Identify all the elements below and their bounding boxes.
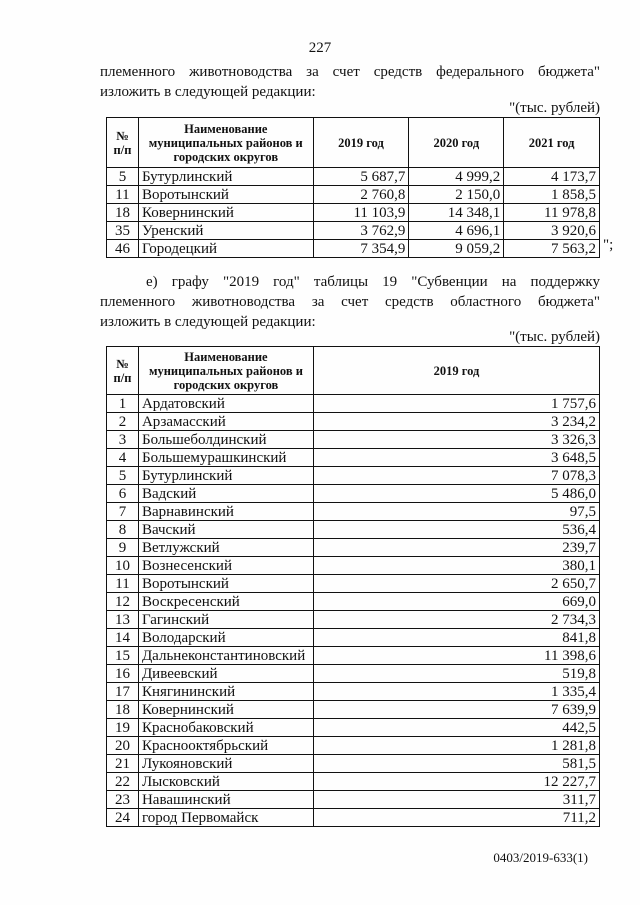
row-number: 7	[107, 503, 139, 521]
column-header: № п/п	[107, 118, 139, 168]
district-name: Арзамасский	[138, 413, 313, 431]
row-number: 19	[107, 719, 139, 737]
amount-cell: 7 354,9	[313, 240, 409, 258]
unit-label: "(тыс. рублей)	[509, 100, 600, 116]
page-number: 227	[308, 40, 332, 56]
amount-cell: 519,8	[313, 665, 599, 683]
table-row	[107, 755, 600, 773]
row-number: 18	[107, 701, 139, 719]
row-number: 23	[107, 791, 139, 809]
amount-cell: 1 858,5	[504, 186, 600, 204]
amount-cell: 5 486,0	[313, 485, 599, 503]
district-name: Бутурлинский	[138, 467, 313, 485]
district-name: Воротынский	[138, 186, 313, 204]
table-row	[107, 395, 600, 413]
amount-cell: 380,1	[313, 557, 599, 575]
district-name: Лукояновский	[138, 755, 313, 773]
table-row	[107, 575, 600, 593]
table-row	[107, 168, 600, 186]
table-row	[107, 701, 600, 719]
amount-cell: 536,4	[313, 521, 599, 539]
row-number: 20	[107, 737, 139, 755]
column-header: № п/п	[107, 347, 139, 395]
amount-cell: 3 234,2	[313, 413, 599, 431]
amount-cell: 4 173,7	[504, 168, 600, 186]
amount-cell: 841,8	[313, 629, 599, 647]
district-name: Вознесенский	[138, 557, 313, 575]
amount-cell: 7 639,9	[313, 701, 599, 719]
amount-cell: 669,0	[313, 593, 599, 611]
district-name: Володарский	[138, 629, 313, 647]
district-name: Краснобаковский	[138, 719, 313, 737]
column-header: Наименование муниципальных районов и городских округов	[138, 347, 313, 395]
amount-cell: 239,7	[313, 539, 599, 557]
district-name: город Первомайск	[138, 809, 313, 827]
paragraph-line: племенного животноводства за счет средств федерального бюджета"	[100, 64, 600, 80]
row-number: 18	[107, 204, 139, 222]
amount-cell: 12 227,7	[313, 773, 599, 791]
row-number: 1	[107, 395, 139, 413]
district-name: Навашинский	[138, 791, 313, 809]
amount-cell: 11 103,9	[313, 204, 409, 222]
district-name: Вадский	[138, 485, 313, 503]
table-row	[107, 809, 600, 827]
amount-cell: 11 978,8	[504, 204, 600, 222]
district-name: Гагинский	[138, 611, 313, 629]
row-number: 35	[107, 222, 139, 240]
table-row	[107, 503, 600, 521]
amount-cell: 3 648,5	[313, 449, 599, 467]
federal-budget-table	[106, 117, 600, 258]
amount-cell: 1 335,4	[313, 683, 599, 701]
table-row	[107, 791, 600, 809]
table-row	[107, 449, 600, 467]
district-name: Воротынский	[138, 575, 313, 593]
row-number: 10	[107, 557, 139, 575]
district-name: Княгининский	[138, 683, 313, 701]
district-name: Ветлужский	[138, 539, 313, 557]
unit-label: "(тыс. рублей)	[509, 329, 600, 345]
row-number: 4	[107, 449, 139, 467]
row-number: 12	[107, 593, 139, 611]
row-number: 22	[107, 773, 139, 791]
amendment-paragraph	[100, 272, 600, 332]
amount-cell: 7 563,2	[504, 240, 600, 258]
document-code: 0403/2019-633(1)	[493, 850, 588, 865]
row-number: 21	[107, 755, 139, 773]
row-number: 17	[107, 683, 139, 701]
row-number: 5	[107, 168, 139, 186]
amount-cell: 3 762,9	[313, 222, 409, 240]
amount-cell: 5 687,7	[313, 168, 409, 186]
table-row	[107, 737, 600, 755]
amount-cell: 2 734,3	[313, 611, 599, 629]
row-number: 5	[107, 467, 139, 485]
column-header: 2019 год	[313, 118, 409, 168]
table-row	[107, 773, 600, 791]
amount-cell: 3 920,6	[504, 222, 600, 240]
amount-cell: 9 059,2	[409, 240, 504, 258]
table-row	[107, 719, 600, 737]
paragraph-line: изложить в следующей редакции:	[100, 314, 316, 330]
amount-cell: 2 650,7	[313, 575, 599, 593]
amount-cell: 3 326,3	[313, 431, 599, 449]
table-row	[107, 665, 600, 683]
row-number: 11	[107, 575, 139, 593]
amount-cell: 2 150,0	[409, 186, 504, 204]
table-row	[107, 539, 600, 557]
table-row	[107, 222, 600, 240]
closing-quote: ";	[603, 237, 614, 253]
row-number: 3	[107, 431, 139, 449]
amount-cell: 97,5	[313, 503, 599, 521]
district-name: Лысковский	[138, 773, 313, 791]
table-row	[107, 629, 600, 647]
amount-cell: 4 696,1	[409, 222, 504, 240]
row-number: 6	[107, 485, 139, 503]
row-number: 24	[107, 809, 139, 827]
row-number: 46	[107, 240, 139, 258]
table-row	[107, 204, 600, 222]
district-name: Ковернинский	[138, 204, 313, 222]
row-number: 9	[107, 539, 139, 557]
district-name: Краснооктябрьский	[138, 737, 313, 755]
column-header: Наименование муниципальных районов и городских округов	[138, 118, 313, 168]
row-number: 2	[107, 413, 139, 431]
amount-cell: 14 348,1	[409, 204, 504, 222]
row-number: 16	[107, 665, 139, 683]
amount-cell: 442,5	[313, 719, 599, 737]
district-name: Варнавинский	[138, 503, 313, 521]
row-number: 14	[107, 629, 139, 647]
table-row	[107, 557, 600, 575]
row-number: 11	[107, 186, 139, 204]
paragraph-line: племенного животноводства за счет средств областного бюджета"	[100, 294, 600, 310]
table-row	[107, 647, 600, 665]
row-number: 13	[107, 611, 139, 629]
table-row	[107, 593, 600, 611]
amount-cell: 311,7	[313, 791, 599, 809]
table-row	[107, 683, 600, 701]
row-number: 8	[107, 521, 139, 539]
district-name: Городецкий	[138, 240, 313, 258]
district-name: Дивеевский	[138, 665, 313, 683]
district-name: Ковернинский	[138, 701, 313, 719]
table-row	[107, 413, 600, 431]
amount-cell: 7 078,3	[313, 467, 599, 485]
table-row	[107, 521, 600, 539]
district-name: Вачский	[138, 521, 313, 539]
table-row	[107, 240, 600, 258]
district-name: Большеболдинский	[138, 431, 313, 449]
intro-paragraph	[100, 62, 600, 102]
row-number: 15	[107, 647, 139, 665]
table-row	[107, 485, 600, 503]
district-name: Дальнеконстантиновский	[138, 647, 313, 665]
column-header: 2021 год	[504, 118, 600, 168]
district-name: Уренский	[138, 222, 313, 240]
column-header: 2019 год	[313, 347, 599, 395]
table-row	[107, 467, 600, 485]
regional-budget-table	[106, 346, 600, 827]
table-row	[107, 431, 600, 449]
district-name: Бутурлинский	[138, 168, 313, 186]
column-header: 2020 год	[409, 118, 504, 168]
paragraph-line: изложить в следующей редакции:	[100, 84, 316, 100]
amount-cell: 2 760,8	[313, 186, 409, 204]
amount-cell: 1 757,6	[313, 395, 599, 413]
amount-cell: 11 398,6	[313, 647, 599, 665]
amount-cell: 4 999,2	[409, 168, 504, 186]
paragraph-line: е) графу "2019 год" таблицы 19 "Субвенции на поддержку	[146, 274, 600, 290]
amount-cell: 1 281,8	[313, 737, 599, 755]
table-row	[107, 186, 600, 204]
district-name: Воскресенский	[138, 593, 313, 611]
table-row	[107, 611, 600, 629]
district-name: Большемурашкинский	[138, 449, 313, 467]
amount-cell: 711,2	[313, 809, 599, 827]
district-name: Ардатовский	[138, 395, 313, 413]
amount-cell: 581,5	[313, 755, 599, 773]
